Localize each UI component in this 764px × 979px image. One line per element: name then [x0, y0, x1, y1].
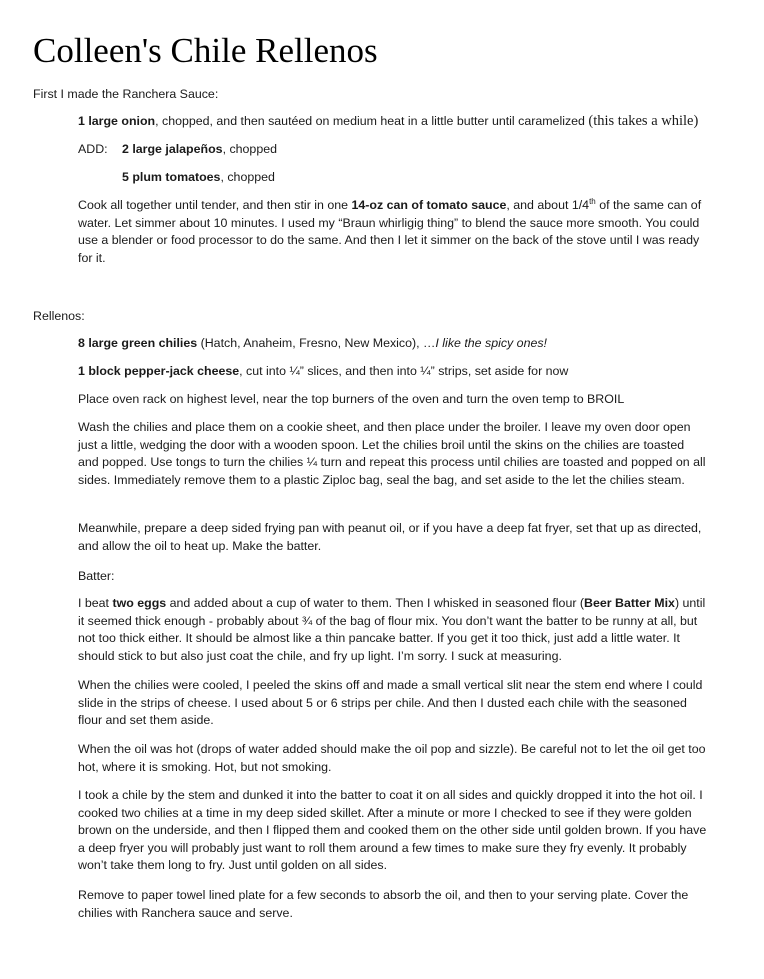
ingredient-jalapenos [78, 141, 718, 159]
sauce-intro: First I made the Ranchera Sauce: [33, 87, 219, 101]
sauce-cook-bold: 14-oz can of tomato sauce [351, 198, 507, 212]
rellenos-heading: Rellenos: [33, 309, 85, 323]
ingredient-cheese [78, 363, 718, 381]
ingredient-chilies [78, 335, 718, 353]
step-fry: I took a chile by the stem and dunked it into the batter to coat it on all sides and quickly dropped it into the hot oil. I cooked two chilies at a time in my deep sided skillet. After a minute or more I checked to see if they were golden brown on the underside, and then I flipped them and cooked them on the other side until golden brown. If you have a deep fryer you will probably just want to roll them around a few times to make sure they fry evenly. It probably won’t take them long to fry. Just until golden on all sides. [78, 788, 707, 872]
sauce-cook-text-a: Cook all together until tender, and then stir in one [78, 198, 352, 212]
step-wash-broil: Wash the chilies and place them on a cookie sheet, and then place under the broiler. I leave my oven door open just a little, wedging the door with a wooden spoon. Let the chilies broil until the skins on the chilies are toasted and popped. Use tongs to turn the chilies ¼ turn and repeat this process until chilies are toasted and popped on all sides. Immediately remove them to a plastic Ziploc bag, seal the bag, and set aside to the let the chilies steam. [78, 420, 706, 487]
ingredient-jalapenos-text: , chopped [222, 142, 277, 156]
step-serve: Remove to paper towel lined plate for a few seconds to absorb the oil, and then to your serving plate. Cover the chilies with Ranchera sauce and serve. [78, 888, 689, 920]
sauce-cook-sup: th [589, 197, 596, 206]
ingredient-tomatoes [122, 169, 702, 187]
sauce-cook-text-b: , and about 1/4 [506, 198, 590, 212]
step-cooled: When the chilies were cooled, I peeled the skins off and made a small vertical slit near the stem end where I could slide in the strips of cheese. I used about 5 or 6 strips per chile. And then I dusted each chile with the seasoned flour and set them aside. [78, 678, 703, 727]
ingredient-cheese-text: , cut into ¼” slices, and then into ¼” strips, set aside for now [239, 364, 569, 378]
batter-bold-eggs: two eggs [112, 596, 167, 610]
ingredient-onion-text: , chopped, and then sautéed on medium heat in a little butter until caramelized [155, 114, 589, 128]
ingredient-tomatoes-bold: 5 plum tomatoes [122, 170, 221, 184]
step-batter [78, 595, 708, 665]
add-label: ADD: [78, 142, 108, 156]
ingredient-chilies-bold: 8 large green chilies [78, 336, 198, 350]
ingredient-chilies-text: (Hatch, Anaheim, Fresno, New Mexico), … [197, 336, 436, 350]
ingredient-tomatoes-text: , chopped [220, 170, 275, 184]
ingredient-chilies-italic: I like the spicy ones! [435, 336, 547, 350]
batter-label: Batter: [78, 569, 115, 583]
page-title: Colleen's Chile Rellenos [33, 31, 378, 70]
batter-bold-mix: Beer Batter Mix [584, 596, 675, 610]
step-oven-rack: Place oven rack on highest level, near the top burners of the oven and turn the oven temp to BROIL [78, 392, 625, 406]
ingredient-onion [78, 113, 738, 131]
batter-text-a: I beat [78, 596, 113, 610]
step-meanwhile: Meanwhile, prepare a deep sided frying pan with peanut oil, or if you have a deep fat fryer, set that up as directed, and allow the oil to heat up. Make the batter. [78, 521, 702, 553]
sauce-cook-paragraph [78, 197, 708, 267]
sauce-cook-text-c: of the same can of water. Let simmer about 10 minutes. I used my “Braun whirligig thing” to blend the sauce more smooth. You could use a blender or food processor to do the same. And then I let it simmer on the back of the stove until I was ready for it. [78, 198, 702, 265]
ingredient-onion-note: (this takes a while) [588, 113, 699, 129]
ingredient-jalapenos-bold: 2 large jalapeños [122, 142, 223, 156]
batter-text-b: and added about a cup of water to them. Then I whisked in seasoned flour ( [166, 596, 585, 610]
ingredient-onion-bold: 1 large onion [78, 114, 156, 128]
step-oil-hot: When the oil was hot (drops of water added should make the oil pop and sizzle). Be careful not to let the oil get too hot, where it is smoking. Hot, but not smoking. [78, 742, 706, 774]
ingredient-cheese-bold: 1 block pepper-jack cheese [78, 364, 240, 378]
batter-text-c: ) until it seemed thick enough - probably about ¾ of the bag of flour mix. You don’t want the batter to be runny at all, but not too thick either. It should be almost like a thin pancake batter. If you get it too thick, just add a little water. It should stick to but also just coat the chile, and fry up light. I’m sorry. I suck at measuring. [78, 596, 706, 663]
